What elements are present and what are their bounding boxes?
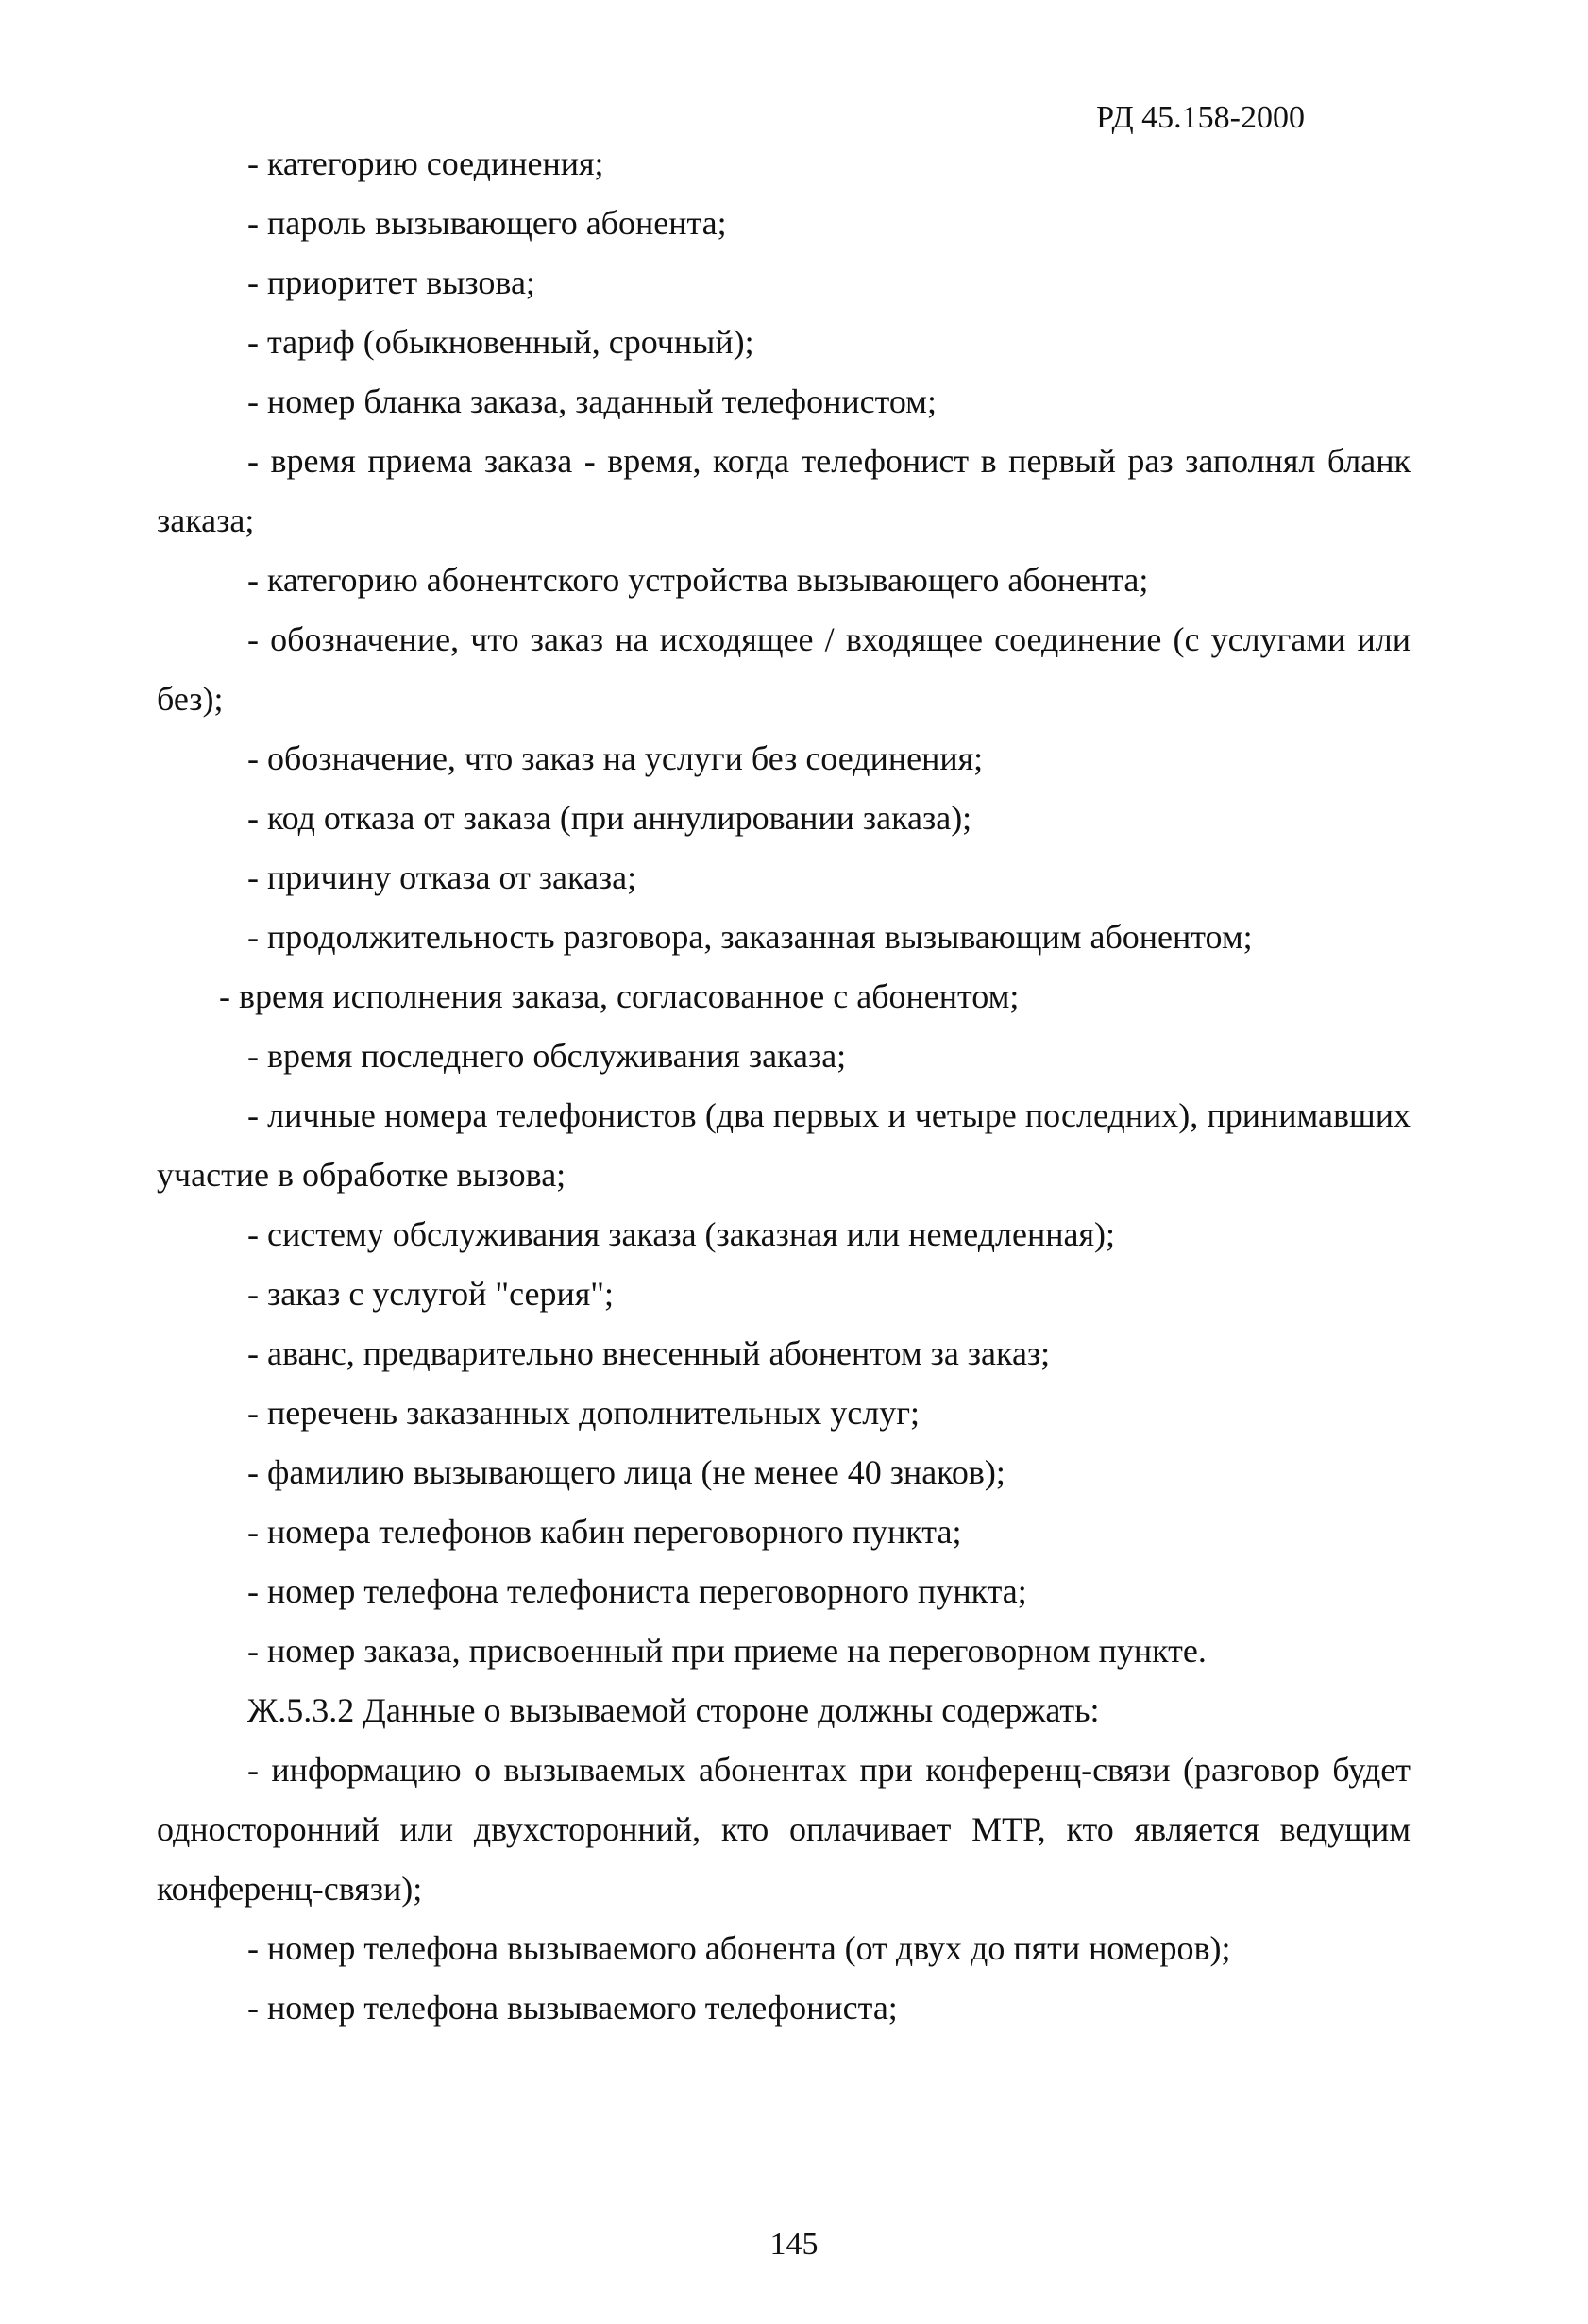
list-item: - информацию о вызываемых абонентах при конференц-связи (разговор будет односторонний или двухсторонний, кто оплачивает МТР, кто является ведущим конференц-связи);: [157, 1751, 1411, 1908]
page-number: 145: [769, 2227, 819, 2262]
list-item: - номер телефона вызываемого телефониста;: [247, 1989, 898, 2027]
list-item: - тариф (обыкновенный, срочный);: [247, 323, 754, 361]
list-item: - время приема заказа - время, когда телефонист в первый раз заполнял бланк заказа;: [157, 442, 1411, 539]
list-item: - время последнего обслуживания заказа;: [247, 1037, 847, 1075]
list-item: - заказ с услугой "серия";: [247, 1275, 615, 1313]
list-item: - приоритет вызова;: [247, 263, 535, 301]
list-item: - номер телефона вызываемого абонента (от двух до пяти номеров);: [247, 1929, 1231, 1967]
list-item: - причину отказа от заказа;: [247, 858, 637, 896]
document-body: [157, 134, 1411, 2038]
list-item: - обозначение, что заказ на исходящее / входящее соединение (с услугами или без);: [157, 620, 1411, 718]
list-item: - пароль вызывающего абонента;: [247, 204, 727, 242]
list-item: - номера телефонов кабин переговорного пункта;: [247, 1513, 962, 1551]
list-item: - категорию соединения;: [247, 144, 604, 182]
list-item: - код отказа от заказа (при аннулировании заказа);: [247, 799, 972, 837]
list-item: - номер бланка заказа, заданный телефонистом;: [247, 382, 937, 420]
list-item: - продолжительность разговора, заказанная вызывающим абонентом;: [247, 918, 1253, 956]
list-item: - личные номера телефонистов (два первых и четыре последних), принимавших участие в обработке вызова;: [157, 1096, 1411, 1194]
list-item: - номер заказа, присвоенный при приеме на переговорном пункте.: [247, 1632, 1207, 1670]
list-item: - время исполнения заказа, согласованное с абонентом;: [219, 977, 1020, 1015]
list-item: - систему обслуживания заказа (заказная или немедленная);: [247, 1215, 1116, 1253]
section-heading-paragraph: Ж.5.3.2 Данные о вызываемой стороне должны содержать:: [247, 1691, 1100, 1729]
list-item: - обозначение, что заказ на услуги без соединения;: [247, 739, 984, 777]
list-item: - номер телефона телефониста переговорного пункта;: [247, 1572, 1027, 1610]
list-item: - категорию абонентского устройства вызывающего абонента;: [247, 561, 1149, 599]
list-item: - аванс, предварительно внесенный абонентом за заказ;: [247, 1334, 1051, 1372]
list-item: - фамилию вызывающего лица (не менее 40 знаков);: [247, 1453, 1005, 1491]
list-item: - перечень заказанных дополнительных услуг;: [247, 1394, 920, 1432]
document-code-header: РД 45.158-2000: [1096, 100, 1305, 135]
